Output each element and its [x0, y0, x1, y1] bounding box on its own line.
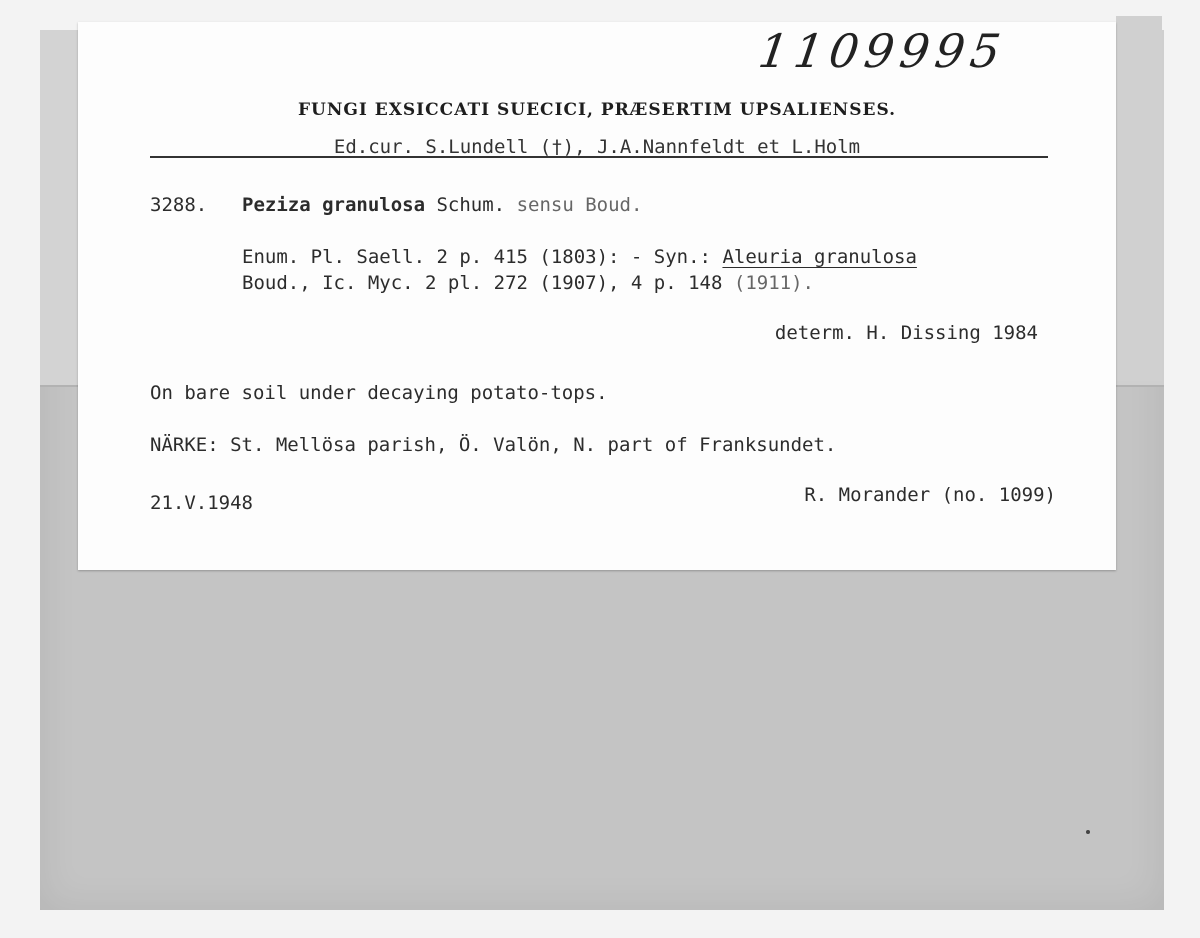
species-authority: Schum.	[436, 194, 506, 216]
reference-line-1	[242, 246, 917, 268]
locality: NÄRKE: St. Mellösa parish, Ö. Valön, N. part of Franksundet.	[150, 434, 837, 456]
packet-edge-right	[1116, 16, 1162, 381]
specimen-name-line	[242, 194, 642, 216]
packet-edge-left	[40, 30, 78, 385]
handwritten-catalog-number: 1109995	[755, 24, 1010, 78]
editors-line: Ed.cur. S.Lundell (†), J.A.Nannfeldt et L.Holm	[333, 136, 861, 158]
reference-year: (1911).	[733, 272, 814, 294]
species-sensu: sensu Boud.	[516, 194, 643, 216]
reference-text-1: Enum. Pl. Saell. 2 p. 415 (1803): - Syn.:	[242, 246, 723, 268]
collection-date: 21.V.1948	[150, 492, 253, 514]
reference-line-2	[242, 272, 814, 294]
reference-text-2: Boud., Ic. Myc. 2 pl. 272 (1907), 4 p. 148	[242, 272, 734, 294]
specimen-number: 3288.	[150, 194, 208, 216]
herbarium-label	[78, 22, 1116, 570]
collector: R. Morander (no. 1099)	[804, 484, 1056, 506]
species-name: Peziza granulosa	[242, 194, 426, 216]
speck	[1086, 830, 1090, 834]
title-divider	[150, 156, 1048, 158]
synonym-name: Aleuria granulosa	[722, 246, 917, 268]
habitat: On bare soil under decaying potato-tops.	[150, 382, 608, 404]
series-title: FUNGI EXSICCATI SUECICI, PRÆSERTIM UPSALIENSES.	[297, 100, 897, 120]
determination: determ. H. Dissing 1984	[774, 322, 1038, 344]
